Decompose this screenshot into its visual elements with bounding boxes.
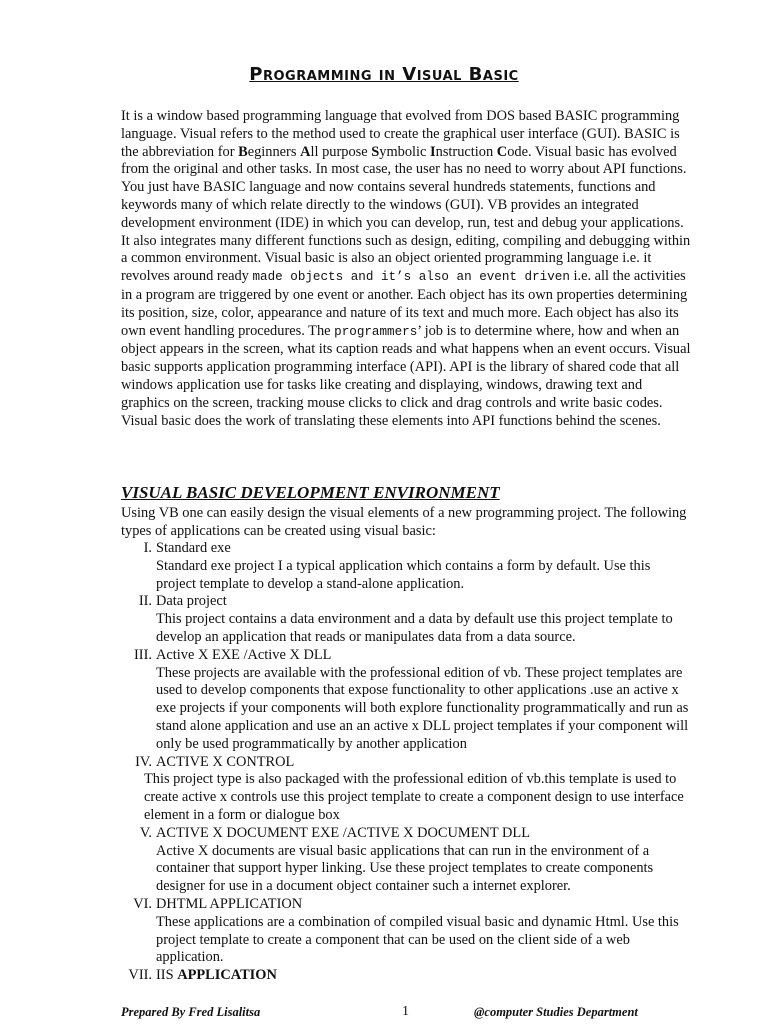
intro-text-2: ode. Visual basic has evolved from the original and other tasks. In most case, the user has no need to worry about API functions. You just have BASIC language and now contains several hundreds statements, functions and keywords many of which relate directly to the windows (GUI). VB provides an integrated development environment (IDE) in which you can develop, run, test and debug your applications. It also integrates many different functions such as design, editing, compiling and debugging within a common environment. Visual basic is also an object oriented programming language i.e. it revolves around ready (121, 143, 691, 285)
list-item-body: Standard exe project I a typical application which contains a form by default. Use this project template to develop a stand-alone application. (156, 557, 651, 592)
acronym-letter-a: A (300, 143, 311, 160)
list-item-number: I. (143, 540, 152, 556)
page-title: Programming in Visual Basic (249, 64, 519, 85)
list-item-title: DHTML APPLICATION (156, 895, 303, 912)
list-item-body: Active X documents are visual basic applications that can run in the environment of a container that support hyper linking. Use these project templates to create components designer for use in a document object container such a internet explorer. (156, 842, 654, 895)
list-item-title: ACTIVE X DOCUMENT EXE /ACTIVE X DOCUMENT DLL (156, 824, 530, 841)
section-intro: Using VB one can easily design the visual elements of a new programming project. The following types of applications can be created using visual basic: (121, 505, 687, 539)
list-item-title: Active X EXE /Active X DLL (156, 646, 332, 663)
acronym-letter-s: S (371, 143, 380, 160)
list-item-body: This project type is also packaged with the professional edition of vb.this template is used to create active x controls use this project template to create a component design to use interface element in a form or dialogue box (144, 771, 684, 823)
footer-department: @computer Studies Department (474, 1005, 638, 1019)
intro-paragraph (121, 108, 691, 430)
list-item (100, 825, 700, 896)
list-item-body: These applications are a combination of compiled visual basic and dynamic Html. Use this project template to create a component that can be used on the client side of a web application. (156, 913, 679, 966)
acronym-letter-i: I (430, 143, 436, 160)
acronym-letter-b: B (238, 143, 248, 160)
list-item-number: VII. (128, 967, 152, 984)
list-item-body: This project contains a data environment and a data by default use this project template to develop an application that reads or manipulates data from a data source. (156, 611, 673, 645)
acronym-word-4: nstruction (435, 143, 497, 160)
list-item-number: II. (138, 593, 152, 610)
list-item-body: These projects are available with the professional edition of vb. These project templates are used to develop components that expose functionality to other applications .use an active x exe projects if your components will both explore functionality programmatically and run as stand alone application and use an an active x DLL project templates if your component will only be used programmatically by another application (156, 664, 689, 752)
intro-text-1: It is a window based programming language that evolved from DOS based BASIC programming language. Visual refers to the method used to create the graphical user interface (GUI). BASIC is the abbreviation for (121, 108, 680, 160)
application-types-list (100, 540, 700, 985)
list-item (100, 593, 700, 646)
intro-mono-text-1: made objects and it’s also an event driven (252, 270, 570, 285)
list-item (100, 540, 700, 593)
list-item-title: Data project (156, 593, 227, 610)
list-item (100, 967, 700, 985)
list-item (100, 754, 700, 825)
acronym-word-3: ymbolic (379, 143, 431, 160)
acronym-word-1: eginners (247, 143, 301, 160)
acronym-word-2: ll purpose (310, 143, 372, 160)
list-item-number: VI. (133, 895, 152, 912)
list-item-title-plain: IIS (156, 967, 178, 984)
intro-text-3: i.e. all the activities in a program are triggered by one event or another. Each object has its own properties determining its position, size, color, appearance and nature of its text and much more. Each object has also its own event handling procedures. The (121, 268, 688, 339)
footer-page-number: 1 (402, 1004, 409, 1019)
section-heading: VISUAL BASIC DEVELOPMENT ENVIRONMENT (121, 483, 500, 502)
list-item (100, 647, 700, 754)
list-item-title: ACTIVE X CONTROL (156, 753, 295, 770)
list-item-number: IV. (135, 753, 152, 770)
list-item-number: III. (134, 646, 152, 663)
page-footer (0, 1005, 768, 1023)
footer-author: Prepared By Fred Lisalitsa (121, 1005, 261, 1019)
list-item (100, 896, 700, 967)
list-item-title: Standard exe (156, 540, 231, 556)
list-item-title (156, 967, 700, 985)
acronym-letter-c: C (496, 143, 508, 160)
intro-text-4: ’ job is to determine where, how and when an object appears in the screen, what its caption reads and what happens when an event occurs. Visual basic supports application programming interface (API). API is the library of shared code that all windows application use for tasks like creating and displaying, windows, drawing text and graphics on the screen, tracking mouse clicks to click and drag controls and write basic codes. Visual basic does the work of translating these elements into API functions behind the scenes. (121, 322, 691, 429)
list-item-number: V. (139, 824, 152, 841)
list-item-title-bold: APPLICATION (177, 967, 277, 984)
intro-mono-text-2: programmers (334, 324, 418, 339)
